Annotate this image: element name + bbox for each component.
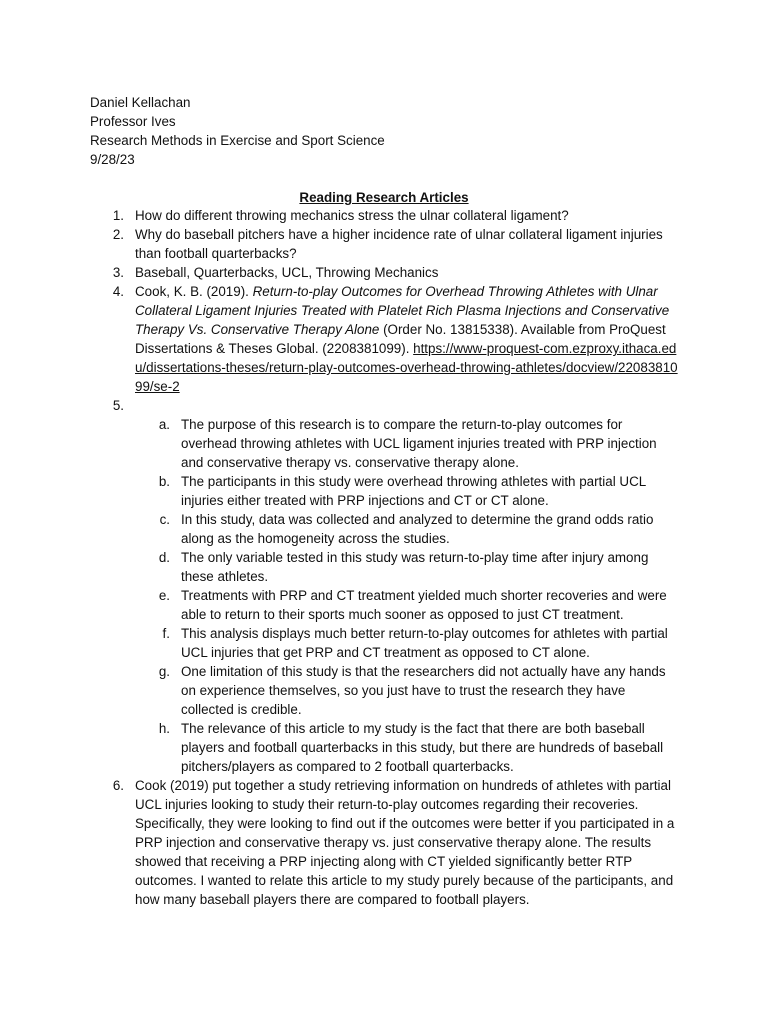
list-item-citation [90, 282, 680, 396]
list-text: Cook (2019) put together a study retrieving information on hundreds of athletes with partial UCL injuries looking to study their return-to-play outcomes regarding their recoveries. Specifically, they were looking to find out if the outcomes were better if you participated in a PRP injection and conservative therapy vs. just conservative therapy alone. The results showed that receiving a PRP injecting along with CT yielded significantly better RTP outcomes. I wanted to relate this article to my study purely because of the participants, and how many baseball players there are compared to football players. [135, 778, 675, 907]
professor-name: Professor Ives [90, 114, 176, 129]
sublist-item [90, 472, 680, 510]
sublist-text: The purpose of this research is to compare the return-to-play outcomes for overhead throwing athletes with UCL ligament injuries treated with PRP injection and conservative therapy vs. conservative therapy alone. [181, 417, 657, 470]
sublist-item [90, 548, 680, 586]
document-title: Reading Research Articles [299, 190, 469, 205]
sublist-item [90, 719, 680, 776]
list-number: 2. [112, 227, 124, 242]
list-item [90, 225, 680, 263]
document-header [90, 93, 385, 169]
sublist-letter: d. [158, 550, 170, 565]
list-item [90, 263, 680, 282]
sublist-item [90, 510, 680, 548]
sublist-text: The relevance of this article to my study is the fact that there are both baseball players and football quarterbacks in this study, but there are hundreds of baseball pitchers/players as compared to 2 football quarterbacks. [181, 721, 664, 774]
list-text: Baseball, Quarterbacks, UCL, Throwing Mechanics [135, 265, 439, 280]
numbered-list [90, 206, 680, 909]
list-item-summary [90, 396, 680, 415]
sublist-text: Treatments with PRP and CT treatment yielded much shorter recoveries and were able to return to their sports much sooner as opposed to just CT treatment. [181, 588, 667, 622]
sublist-letter: g. [158, 664, 170, 679]
sublist-letter: c. [159, 512, 170, 527]
course-name: Research Methods in Exercise and Sport Science [90, 133, 385, 148]
citation-url-link[interactable]: https://www-proquest-com.ezproxy.ithaca.edu/dissertations-theses/return-play-outcomes-overhead-throwing-athletes/docview/2208381099/se-2 [135, 341, 678, 394]
document-date: 9/28/23 [90, 152, 135, 167]
list-number: 3. [112, 265, 124, 280]
list-number: 5. [112, 398, 124, 413]
sublist-text: The only variable tested in this study was return-to-play time after injury among these athletes. [181, 550, 649, 584]
list-text: How do different throwing mechanics stress the ulnar collateral ligament? [135, 208, 569, 223]
author-name: Daniel Kellachan [90, 95, 191, 110]
sublist-letter: b. [158, 474, 170, 489]
sublist-text: In this study, data was collected and analyzed to determine the grand odds ratio along as the homogeneity across the studies. [181, 512, 654, 546]
sublist-item [90, 586, 680, 624]
list-item [90, 206, 680, 225]
sublist-letter: a. [158, 417, 170, 432]
list-number: 6. [112, 778, 124, 793]
sublist-letter: h. [158, 721, 170, 736]
list-text: Why do baseball pitchers have a higher incidence rate of ulnar collateral ligament injuries than football quarterbacks? [135, 227, 663, 261]
sublist-letter: f. [162, 626, 170, 641]
sublist-item [90, 624, 680, 662]
list-item [90, 776, 680, 909]
lettered-sublist [90, 415, 680, 776]
sublist-text: This analysis displays much better return-to-play outcomes for athletes with partial UCL injuries that get PRP and CT treatment as opposed to CT alone. [181, 626, 668, 660]
list-number: 1. [112, 208, 124, 223]
list-number: 4. [112, 284, 124, 299]
sublist-text: The participants in this study were overhead throwing athletes with partial UCL injuries either treated with PRP injections and CT or CT alone. [181, 474, 646, 508]
sublist-item [90, 662, 680, 719]
sublist-text: One limitation of this study is that the researchers did not actually have any hands on experience themselves, so you just have to trust the research they have collected is credible. [181, 664, 666, 717]
sublist-item [90, 415, 680, 472]
sublist-letter: e. [158, 588, 170, 603]
citation-lead: Cook, K. B. (2019). [135, 284, 253, 299]
citation-tail: (Order No. 13815338). Available from ProQuest Dissertations & Theses Global. (2208381099). [135, 322, 666, 356]
citation-title: Return-to-play Outcomes for Overhead Throwing Athletes with Ulnar Collateral Ligament Injuries Treated with Platelet Rich Plasma Injections and Conservative Therapy Vs. Conservative Therapy Alone [135, 284, 670, 337]
